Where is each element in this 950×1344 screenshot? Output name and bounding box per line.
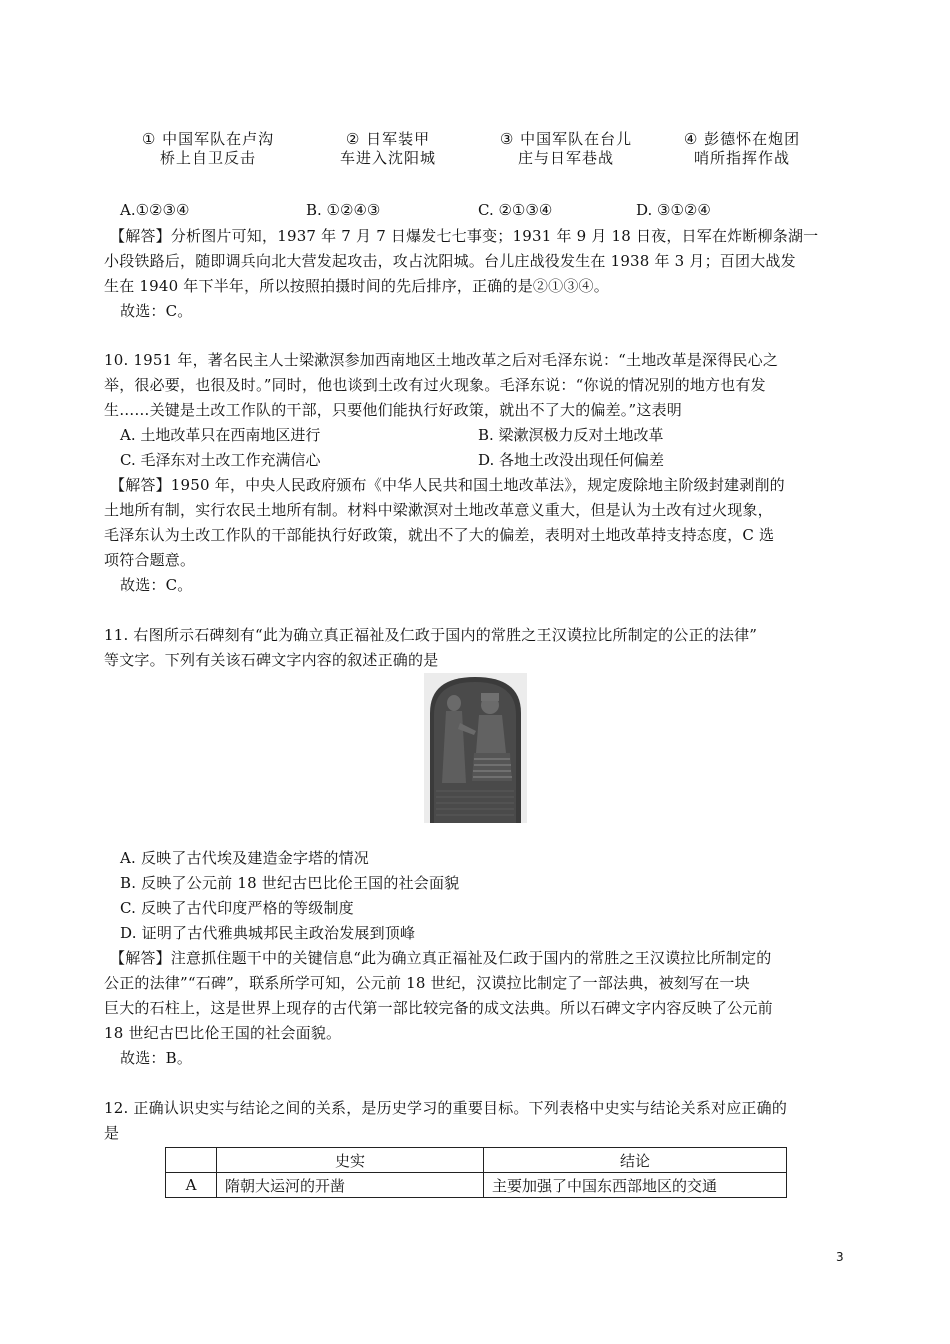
page-number: 3 (836, 1250, 844, 1264)
q9-option-b: B. ①②④③ (306, 201, 381, 219)
caption-line: 庄与日军巷战 (517, 149, 614, 167)
table-row (166, 1173, 787, 1198)
q11-option-a: A. 反映了古代埃及建造金字塔的情况 (120, 849, 369, 867)
q11-option-c: C. 反映了古代印度严格的等级制度 (120, 899, 354, 917)
answer-conclusion: 故选：C。 (120, 576, 193, 594)
stem-line: 等文字。下列有关该石碑文字内容的叙述正确的是 (104, 651, 439, 669)
stele-illustration (424, 673, 527, 823)
q9-option-c: C. ②①③④ (478, 201, 553, 219)
answer-line: 项符合题意。 (104, 551, 196, 569)
answer-line: 公正的法律”“石碑”，联系所学可知，公元前 18 世纪，汉谟拉比制定了一部法典，被刻写在一块 (104, 974, 750, 992)
caption-line: ① 中国军队在卢沟 (141, 130, 275, 148)
q9-answer (104, 224, 850, 324)
answer-line: 18 世纪古巴比伦王国的社会面貌。 (104, 1024, 342, 1042)
caption-line: 车进入沈阳城 (339, 149, 436, 167)
q9-option-d: D. ③①②④ (636, 201, 711, 219)
hammurabi-stele-image (424, 673, 527, 823)
stem-line: 10. 1951 年，著名民主人士梁漱溟参加西南地区土地改革之后对毛泽东说：“土地改革是深得民心之 (104, 351, 779, 369)
caption-line: 哨所指挥作战 (693, 149, 790, 167)
q11-answer (104, 946, 850, 1071)
caption-line: 桥上自卫反击 (159, 149, 256, 167)
caption-line: ③ 中国军队在台儿 (499, 130, 633, 148)
table-header-row (166, 1148, 787, 1173)
q10-answer (104, 473, 850, 598)
q12-stem (104, 1096, 850, 1146)
photo-caption-1 (128, 130, 288, 168)
stem-line: 12. 正确认识史实与结论之间的关系，是历史学习的重要目标。下列表格中史实与结论关系对应正确的 (104, 1099, 788, 1117)
answer-line: 巨大的石柱上，这是世界上现存的古代第一部比较完备的成文法典。所以石碑文字内容反映了公元前 (104, 999, 773, 1017)
photo-caption-4 (662, 130, 822, 168)
answer-line: 【解答】分析图片可知，1937 年 7 月 7 日爆发七七事变；1931 年 9 月 18 日夜，日军在炸断柳条湖一 (110, 227, 819, 245)
caption-line: ④ 彭德怀在炮团 (683, 130, 801, 148)
answer-line: 【解答】注意抓住题干中的关键信息“此为确立真正福祉及仁政于国内的常胜之王汉谟拉比所制定的 (110, 949, 772, 967)
answer-line: 土地所有制，实行农民土地所有制。材料中梁漱溟对土地改革意义重大，但是认为土改有过火现象， (104, 501, 773, 519)
photo-caption-2 (308, 130, 468, 168)
table-header-cell: 史实 (217, 1148, 484, 1173)
answer-conclusion: 故选：B。 (120, 1049, 193, 1067)
table-cell: A (166, 1173, 217, 1198)
stem-line: 11. 右图所示石碑刻有“此为确立真正福祉及仁政于国内的常胜之王汉谟拉比所制定的公正的法律” (104, 626, 758, 644)
answer-line: 毛泽东认为土改工作队的干部能执行好政策，就出不了大的偏差，表明对土地改革持支持态度，C 选 (104, 526, 775, 544)
q11-options (120, 846, 850, 946)
facts-table (165, 1147, 787, 1198)
stem-line: 举，很必要，也很及时。”同时，他也谈到土改有过火现象。毛泽东说：“你说的情况别的地方也有发 (104, 376, 766, 394)
q9-option-a: A.①②③④ (120, 201, 190, 219)
q11-stem (104, 623, 850, 673)
answer-line: 【解答】1950 年，中央人民政府颁布《中华人民共和国土地改革法》，规定废除地主阶级封建剥削的 (110, 476, 785, 494)
table-cell: 隋朝大运河的开凿 (217, 1173, 484, 1198)
table-header-cell: 结论 (484, 1148, 787, 1173)
photo-caption-3 (486, 130, 646, 168)
q11-option-d: D. 证明了古代雅典城邦民主政治发展到顶峰 (120, 924, 416, 942)
q10-option-c: C. 毛泽东对土改工作充满信心 (120, 451, 321, 469)
table-cell: 主要加强了中国东西部地区的交通 (484, 1173, 787, 1198)
answer-line: 生在 1940 年下半年，所以按照拍摄时间的先后排序，正确的是②①③④。 (104, 277, 609, 295)
answer-line: 小段铁路后，随即调兵向北大营发起攻击，攻占沈阳城。台儿庄战役发生在 1938 年 3 月；百团大战发 (104, 252, 796, 270)
table-header-cell (166, 1148, 217, 1173)
stem-line: 是 (104, 1124, 120, 1142)
q10-option-d: D. 各地土改没出现任何偏差 (478, 451, 665, 469)
caption-line: ② 日军装甲 (345, 130, 431, 148)
q10-stem (104, 348, 850, 423)
stem-line: 生……关键是土改工作队的干部，只要他们能执行好政策，就出不了大的偏差。”这表明 (104, 401, 682, 419)
q11-option-b: B. 反映了公元前 18 世纪古巴比伦王国的社会面貌 (120, 874, 460, 892)
answer-conclusion: 故选：C。 (120, 302, 193, 320)
q10-option-a: A. 土地改革只在西南地区进行 (120, 426, 321, 444)
q10-option-b: B. 梁漱溟极力反对土地改革 (478, 426, 664, 444)
